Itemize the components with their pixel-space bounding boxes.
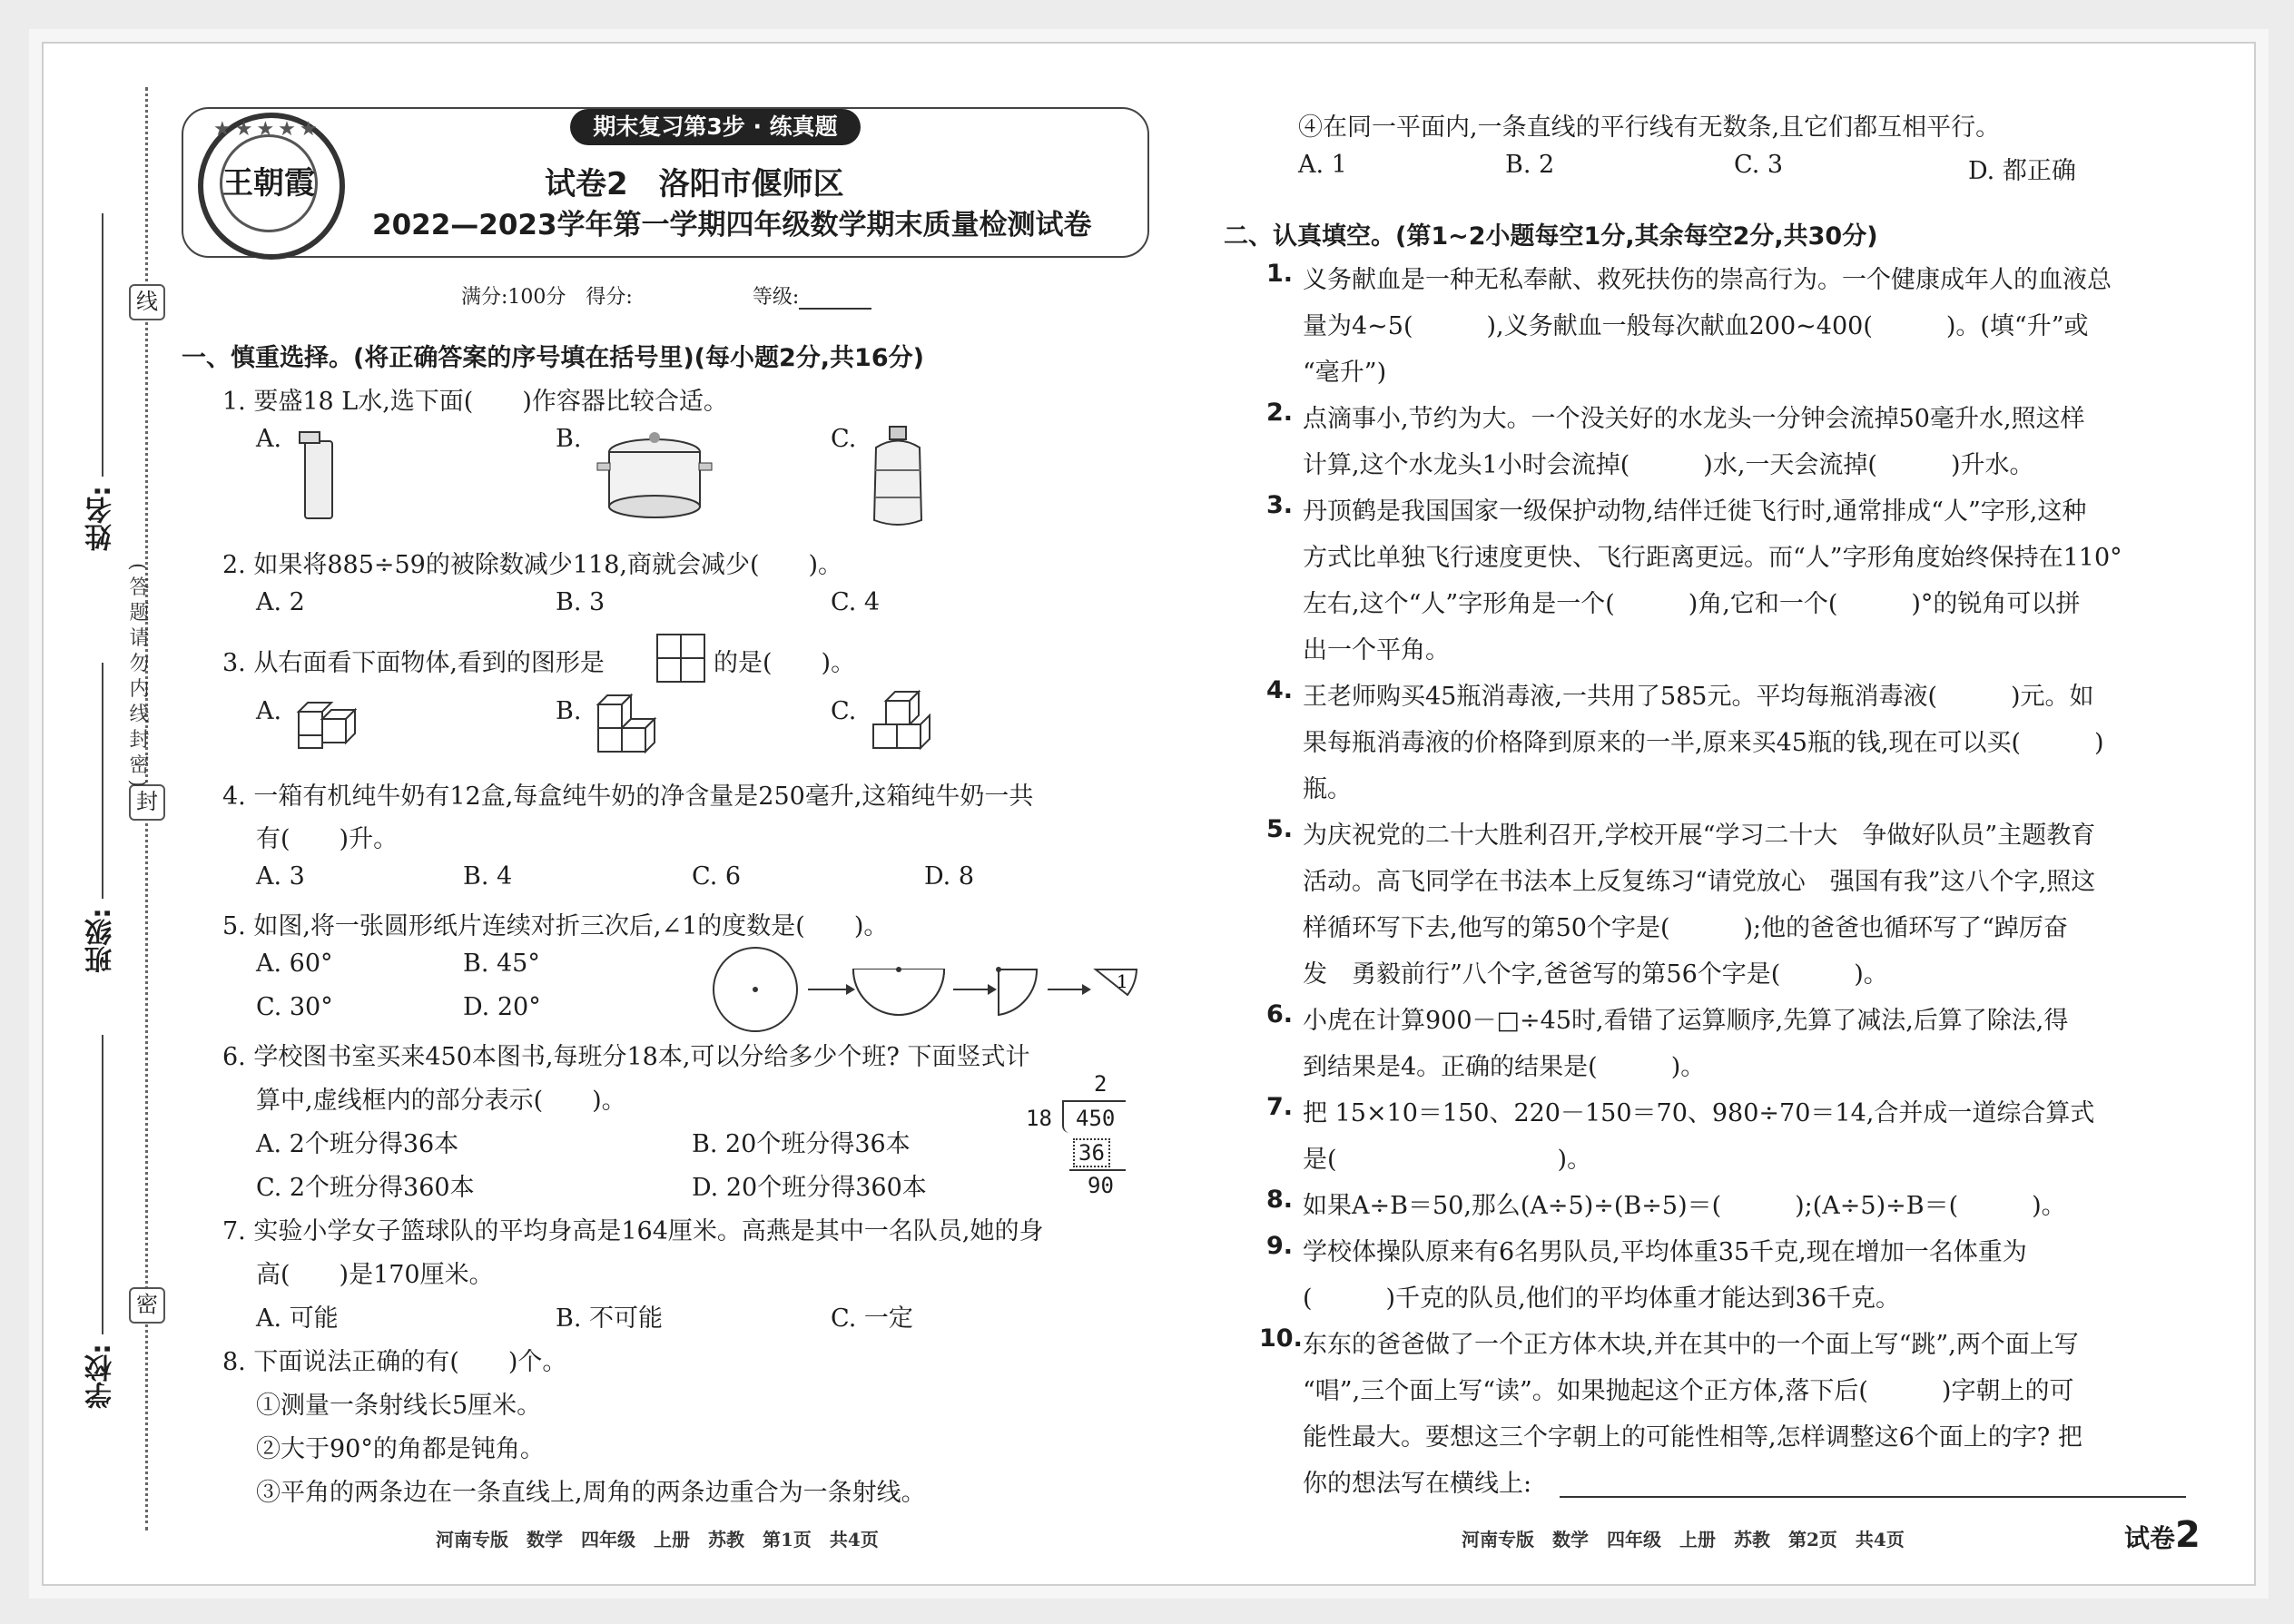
fill-item-line: 果每瓶消毒液的价格降到原来的一半,原来买45瓶的钱,现在可以买( ) — [1303, 729, 2104, 757]
section2-title: 二、认真填空。(第1~2小题每空1分,其余每空2分,共30分) — [1224, 222, 1878, 251]
cup-icon — [292, 425, 347, 525]
fill-item-line: ( )千克的队员,他们的平均体重才能达到36千克。 — [1303, 1284, 1901, 1313]
binding-char-feng: 封 — [129, 784, 165, 821]
logo-text: 王朝霞 — [220, 134, 318, 232]
fill-item-line: “毫升”) — [1303, 359, 1387, 387]
q5-option-c[interactable]: C. 30° — [256, 993, 333, 1021]
division-bracket — [1062, 1100, 1071, 1133]
q3-option-c[interactable]: C. — [831, 697, 857, 725]
q6-option-c[interactable]: C. 2个班分得360本 — [256, 1174, 475, 1202]
q7-option-c[interactable]: C. 一定 — [831, 1304, 913, 1333]
division-dashed-box: 36 — [1073, 1138, 1110, 1167]
fill-item-line: 出一个平角。 — [1303, 636, 1450, 664]
q4-line2: 有( )升。 — [256, 825, 399, 853]
q4-option-d[interactable]: D. 8 — [924, 862, 975, 891]
name-label: 姓名: — [85, 486, 117, 551]
fill-item-line: 学校体操队原来有6名男队员,平均体重35千克,现在增加一名体重为 — [1303, 1238, 2027, 1266]
q6-option-b[interactable]: B. 20个班分得36本 — [692, 1130, 911, 1158]
fill-item-line: 东东的爸爸做了一个正方体木块,并在其中的一个面上写“跳”,两个面上写 — [1303, 1331, 2079, 1359]
long-division — [1026, 1071, 1126, 1198]
q5-option-b[interactable]: B. 45° — [463, 950, 540, 978]
q6-line2: 算中,虚线框内的部分表示( )。 — [256, 1087, 626, 1115]
q5-option-d[interactable]: D. 20° — [463, 993, 541, 1021]
fill-item-line: 瓶。 — [1303, 775, 1352, 803]
q5-text: 5. 如图,将一张圆形纸片连续对折三次后,∠1的度数是( )。 — [222, 912, 889, 940]
exam-title: 试卷2 洛阳市偃师区 — [545, 166, 844, 202]
binding-char-xian: 线 — [129, 284, 165, 320]
fill-item-number: 9. — [1266, 1232, 1294, 1260]
fill-item-number: 4. — [1266, 676, 1294, 704]
grade-blank[interactable] — [799, 308, 871, 310]
q8-statement-4: ④在同一平面内,一条直线的平行线有无数条,且它们都互相平行。 — [1298, 113, 2001, 142]
q8-option-b[interactable]: B. 2 — [1505, 151, 1555, 179]
q1-option-b[interactable]: B. — [556, 425, 582, 453]
cube-stack-c-icon — [870, 692, 942, 764]
q4-option-a[interactable]: A. 3 — [256, 862, 305, 891]
fill-item-line: 样循环写下去,他写的第50个字是( );他的爸爸也循环写了“踔厉奋 — [1303, 914, 2068, 942]
fill-item-line: 王老师购买45瓶消毒液,一共用了585元。平均每瓶消毒液( )元。如 — [1303, 683, 2094, 711]
division-rule — [1069, 1169, 1126, 1171]
division-dividend: 450 — [1076, 1106, 1116, 1131]
q8-text: 8. 下面说法正确的有( )个。 — [222, 1348, 567, 1376]
q1-option-c[interactable]: C. — [831, 425, 857, 453]
step-pill: 期末复习第3步 · 练真题 — [570, 109, 861, 145]
cube-stack-a-icon — [295, 692, 368, 755]
q7-option-b[interactable]: B. 不可能 — [556, 1304, 664, 1333]
fill-item-line: 为庆祝党的二十大胜利召开,学校开展“学习二十大 争做好队员”主题教育 — [1303, 822, 2096, 850]
circle-folding-diagram — [710, 944, 1146, 1035]
q3-option-b[interactable]: B. — [556, 697, 582, 725]
pot-icon — [596, 425, 714, 525]
q2-option-b[interactable]: B. 3 — [556, 588, 605, 616]
q8-option-c[interactable]: C. 3 — [1734, 151, 1784, 179]
division-divisor: 18 — [1026, 1106, 1052, 1131]
division-quotient: 2 — [1094, 1071, 1108, 1097]
q8-statement-1: ①测量一条射线长5厘米。 — [256, 1392, 542, 1420]
q5-option-a[interactable]: A. 60° — [256, 950, 333, 978]
footer-left: 河南专版 数学 四年级 上册 苏教 第1页 共4页 — [436, 1529, 879, 1550]
q1-text: 1. 要盛18 L水,选下面( )作容器比较合适。 — [222, 388, 728, 416]
fill-item-line: 如果A÷B＝50,那么(A÷5)÷(B÷5)＝( );(A÷5)÷B＝( )。 — [1303, 1192, 2066, 1220]
binding-note: (答题请勿内线封密) — [126, 563, 149, 793]
fill-item-line: 点滴事小,节约为大。一个没关好的水龙头一分钟会流掉50毫升水,照这样 — [1303, 405, 2085, 433]
score-line — [461, 281, 871, 310]
fill-item-line: 计算,这个水龙头1小时会流掉( )水,一天会流掉( )升水。 — [1303, 451, 2034, 479]
fill-item-line: 小虎在计算900－□÷45时,看错了运算顺序,先算了减法,后算了除法,得 — [1303, 1007, 2069, 1035]
fill-item-number: 5. — [1266, 815, 1294, 843]
q6-option-a[interactable]: A. 2个班分得36本 — [256, 1130, 459, 1158]
q8-option-d[interactable]: D. 都正确 — [1968, 157, 2076, 185]
fill-item-line: 义务献血是一种无私奉献、救死扶伤的崇高行为。一个健康成年人的血液总 — [1303, 266, 2112, 294]
q2-option-a[interactable]: A. 2 — [256, 588, 305, 616]
answer-line[interactable] — [1560, 1496, 2186, 1498]
q4-line1: 4. 一箱有机纯牛奶有12盒,每盒纯牛奶的净含量是250毫升,这箱纯牛奶一共 — [222, 782, 1034, 811]
q2-option-c[interactable]: C. 4 — [831, 588, 881, 616]
fill-item-line: 你的想法写在横线上: — [1303, 1470, 1532, 1498]
fill-item-line: 左右,这个“人”字形角是一个( )角,它和一个( )°的锐角可以拼 — [1303, 590, 2081, 618]
fill-item-line: 把 15×10＝150、220－150＝70、980÷70＝14,合并成一道综合算式 — [1303, 1099, 2095, 1127]
binding-char-mi: 密 — [129, 1287, 165, 1324]
fill-item-line: 量为4~5( ),义务献血一般每次献血200~400( )。(填“升”或 — [1303, 312, 2089, 340]
fill-item-number: 6. — [1266, 1000, 1294, 1029]
q6-option-d[interactable]: D. 20个班分得360本 — [692, 1174, 927, 1202]
logo-stars-icon: ★★★★★ — [213, 118, 321, 141]
fill-item-number: 2. — [1266, 399, 1294, 427]
division-bar — [1064, 1100, 1126, 1102]
q4-option-b[interactable]: B. 4 — [463, 862, 513, 891]
fill-item-number: 1. — [1266, 260, 1294, 288]
fill-item-number: 3. — [1266, 491, 1294, 519]
section1-title: 一、慎重选择。(将正确答案的序号填在括号里)(每小题2分,共16分) — [182, 344, 924, 372]
fill-item-line: 丹顶鹤是我国国家一级保护动物,结伴迁徙飞行时,通常排成“人”字形,这种 — [1303, 497, 2087, 526]
fill-item-line: 到结果是4。正确的结果是( )。 — [1303, 1053, 1706, 1081]
q2-text: 2. 如果将885÷59的被除数减少118,商就会减少( )。 — [222, 551, 843, 579]
fill-item-number: 7. — [1266, 1093, 1294, 1121]
q1-option-a[interactable]: A. — [256, 425, 282, 453]
cube-stack-b-icon — [595, 692, 667, 764]
q7-line1: 7. 实验小学女子篮球队的平均身高是164厘米。高燕是其中一名队员,她的身 — [222, 1217, 1044, 1245]
water-jug-icon — [867, 425, 930, 529]
score-line-text: 满分:100分 得分: 等级: — [461, 286, 800, 309]
division-remainder: 90 — [1088, 1173, 1114, 1198]
fill-item-line: 发 勇毅前行”八个字,爸爸写的第56个字是( )。 — [1303, 960, 1888, 989]
exam-subtitle: 2022—2023学年第一学期四年级数学期末质量检测试卷 — [372, 209, 1092, 241]
grid-figure-icon — [655, 633, 706, 684]
angle-label: 1 — [1117, 970, 1128, 992]
badge-text: 试卷 — [2124, 1523, 2176, 1553]
q8-option-a[interactable]: A. 1 — [1298, 151, 1347, 179]
fill-item-line: 是( )。 — [1303, 1146, 1592, 1174]
badge-number: 2 — [2175, 1514, 2200, 1556]
q6-line1: 6. 学校图书室买来450本图书,每班分18本,可以分给多少个班? 下面竖式计 — [222, 1043, 1030, 1071]
fill-item-line: 方式比单独飞行速度更快、飞行距离更远。而“人”字形角度始终保持在110° — [1303, 544, 2122, 572]
q4-option-c[interactable]: C. 6 — [692, 862, 742, 891]
class-label: 班级: — [85, 908, 117, 973]
q3-option-a[interactable]: A. — [256, 697, 282, 725]
school-line[interactable] — [102, 1035, 103, 1334]
class-line[interactable] — [102, 663, 103, 899]
fill-item-line: “唱”,三个面上写“读”。如果抛起这个正方体,落下后( )字朝上的可 — [1303, 1377, 2074, 1405]
fill-item-line: 能性最大。要想这三个字朝上的可能性相等,怎样调整这6个面上的字? 把 — [1303, 1423, 2082, 1452]
fill-item-number: 10. — [1259, 1324, 1303, 1353]
fill-item-number: 8. — [1266, 1186, 1294, 1214]
q3-text-tail: 的是( )。 — [714, 649, 856, 677]
school-label: 学校: — [85, 1343, 117, 1409]
fill-item-line: 活动。高飞同学在书法本上反复练习“请党放心 强国有我”这八个字,照这 — [1303, 868, 2096, 896]
q7-line2: 高( )是170厘米。 — [256, 1261, 494, 1289]
name-line[interactable] — [102, 213, 103, 477]
q8-statement-2: ②大于90°的角都是钝角。 — [256, 1435, 545, 1463]
paper-badge — [2124, 1514, 2200, 1556]
q7-option-a[interactable]: A. 可能 — [256, 1304, 339, 1333]
footer-right: 河南专版 数学 四年级 上册 苏教 第2页 共4页 — [1462, 1529, 1905, 1550]
q8-statement-3: ③平角的两条边在一条直线上,周角的两条边重合为一条射线。 — [256, 1479, 926, 1507]
q3-text: 3. 从右面看下面物体,看到的图形是 — [222, 649, 605, 677]
